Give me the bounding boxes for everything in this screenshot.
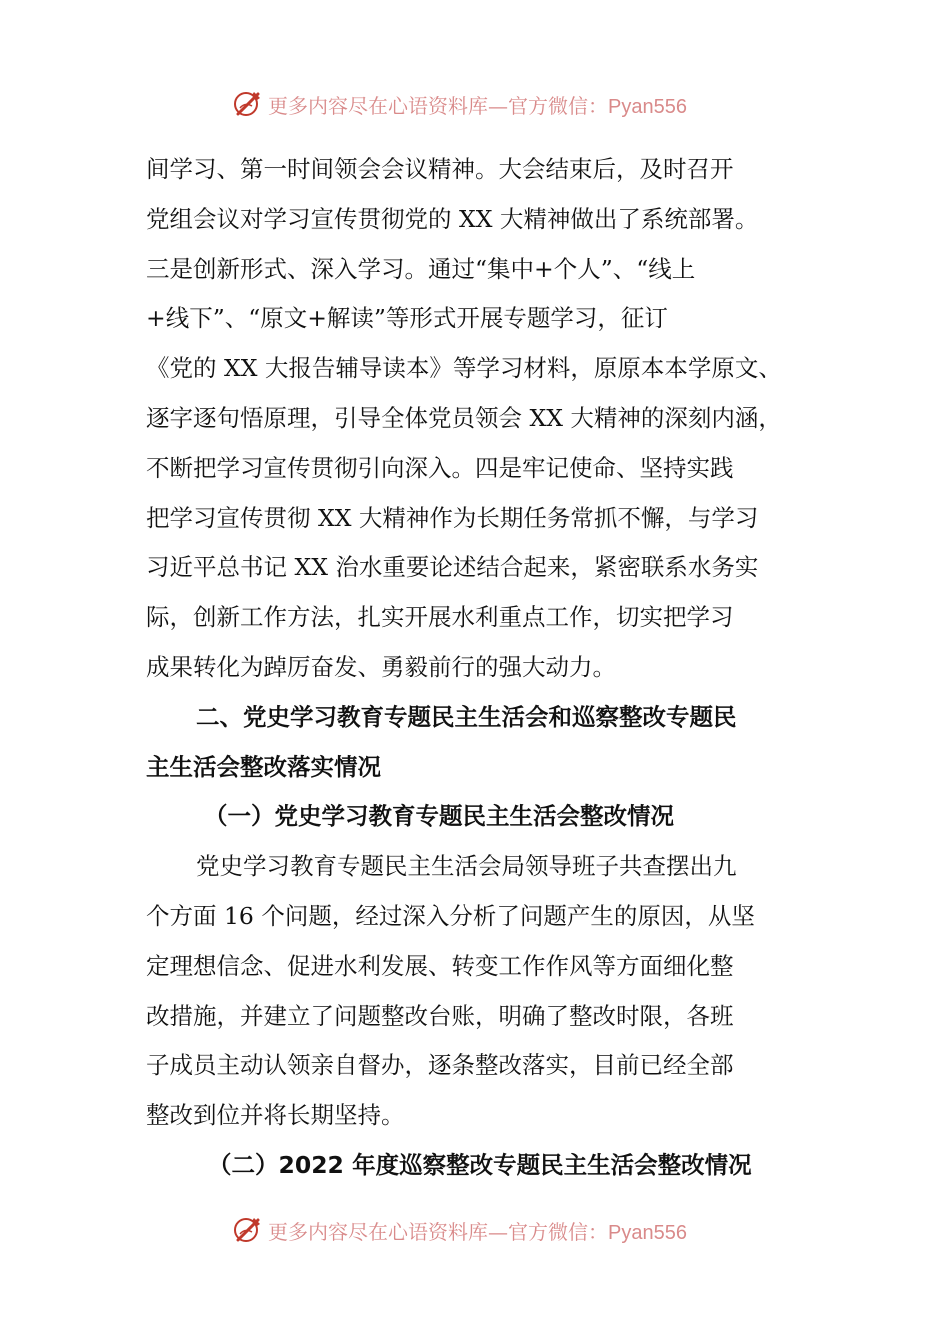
pen-logo-icon — [232, 88, 264, 120]
text-line: 子成员主动认领亲自督办，逐条整改落实，目前已经全部 — [146, 1051, 734, 1080]
text-line: 《党的 XX 大报告辅导读本》等学习材料，原原本本学原文、 — [146, 354, 782, 383]
text-line: 党史学习教育专题民主生活会局领导班子共查摆出九 — [196, 852, 737, 881]
pen-logo-icon — [232, 1214, 264, 1246]
text-line: 定理想信念、促进水利发展、转变工作作风等方面细化整 — [146, 951, 734, 980]
text-line: 整改到位并将长期坚持。 — [146, 1101, 405, 1130]
watermark-footer — [232, 1212, 732, 1248]
text-line: +线下”、“原文+解读”等形式开展专题学习，征订 — [146, 304, 668, 333]
text-line: 改措施，并建立了问题整改台账，明确了整改时限，各班 — [146, 1001, 734, 1030]
document-body — [146, 145, 826, 1191]
subsection-heading: （二）2022 年度巡察整改专题民主生活会整改情况 — [208, 1150, 752, 1179]
text-line: 个方面 16 个问题，经过深入分析了问题产生的原因，从坚 — [146, 901, 755, 930]
text-line: 把学习宣传贯彻 XX 大精神作为长期任务常抓不懈，与学习 — [146, 503, 759, 532]
text-line: 习近平总书记 XX 治水重要论述结合起来，紧密联系水务实 — [146, 553, 759, 582]
subsection-heading: （一）党史学习教育专题民主生活会整改情况 — [204, 802, 674, 831]
text-line: 党组会议对学习宣传贯彻党的 XX 大精神做出了系统部署。 — [146, 204, 759, 233]
text-line: 际，创新工作方法，扎实开展水利重点工作，切实把学习 — [146, 603, 734, 632]
watermark-text: 更多内容尽在心语资料库—官方微信：Pyan556 — [268, 1219, 687, 1244]
watermark-header — [232, 86, 732, 122]
section-heading: 二、党史学习教育专题民主生活会和巡察整改专题民 — [196, 702, 737, 731]
text-line: 不断把学习宣传贯彻引向深入。四是牢记使命、坚持实践 — [146, 453, 734, 482]
text-line: 成果转化为踔厉奋发、勇毅前行的强大动力。 — [146, 652, 616, 681]
section-heading-cont: 主生活会整改落实情况 — [146, 752, 381, 781]
text-line: 三是创新形式、深入学习。通过“集中+个人”、“线上 — [146, 254, 696, 283]
text-line: 逐字逐句悟原理，引导全体党员领会 XX 大精神的深刻内涵， — [146, 403, 782, 432]
text-line: 间学习、第一时间领会会议精神。大会结束后，及时召开 — [146, 155, 734, 183]
watermark-text: 更多内容尽在心语资料库—官方微信：Pyan556 — [268, 93, 687, 118]
